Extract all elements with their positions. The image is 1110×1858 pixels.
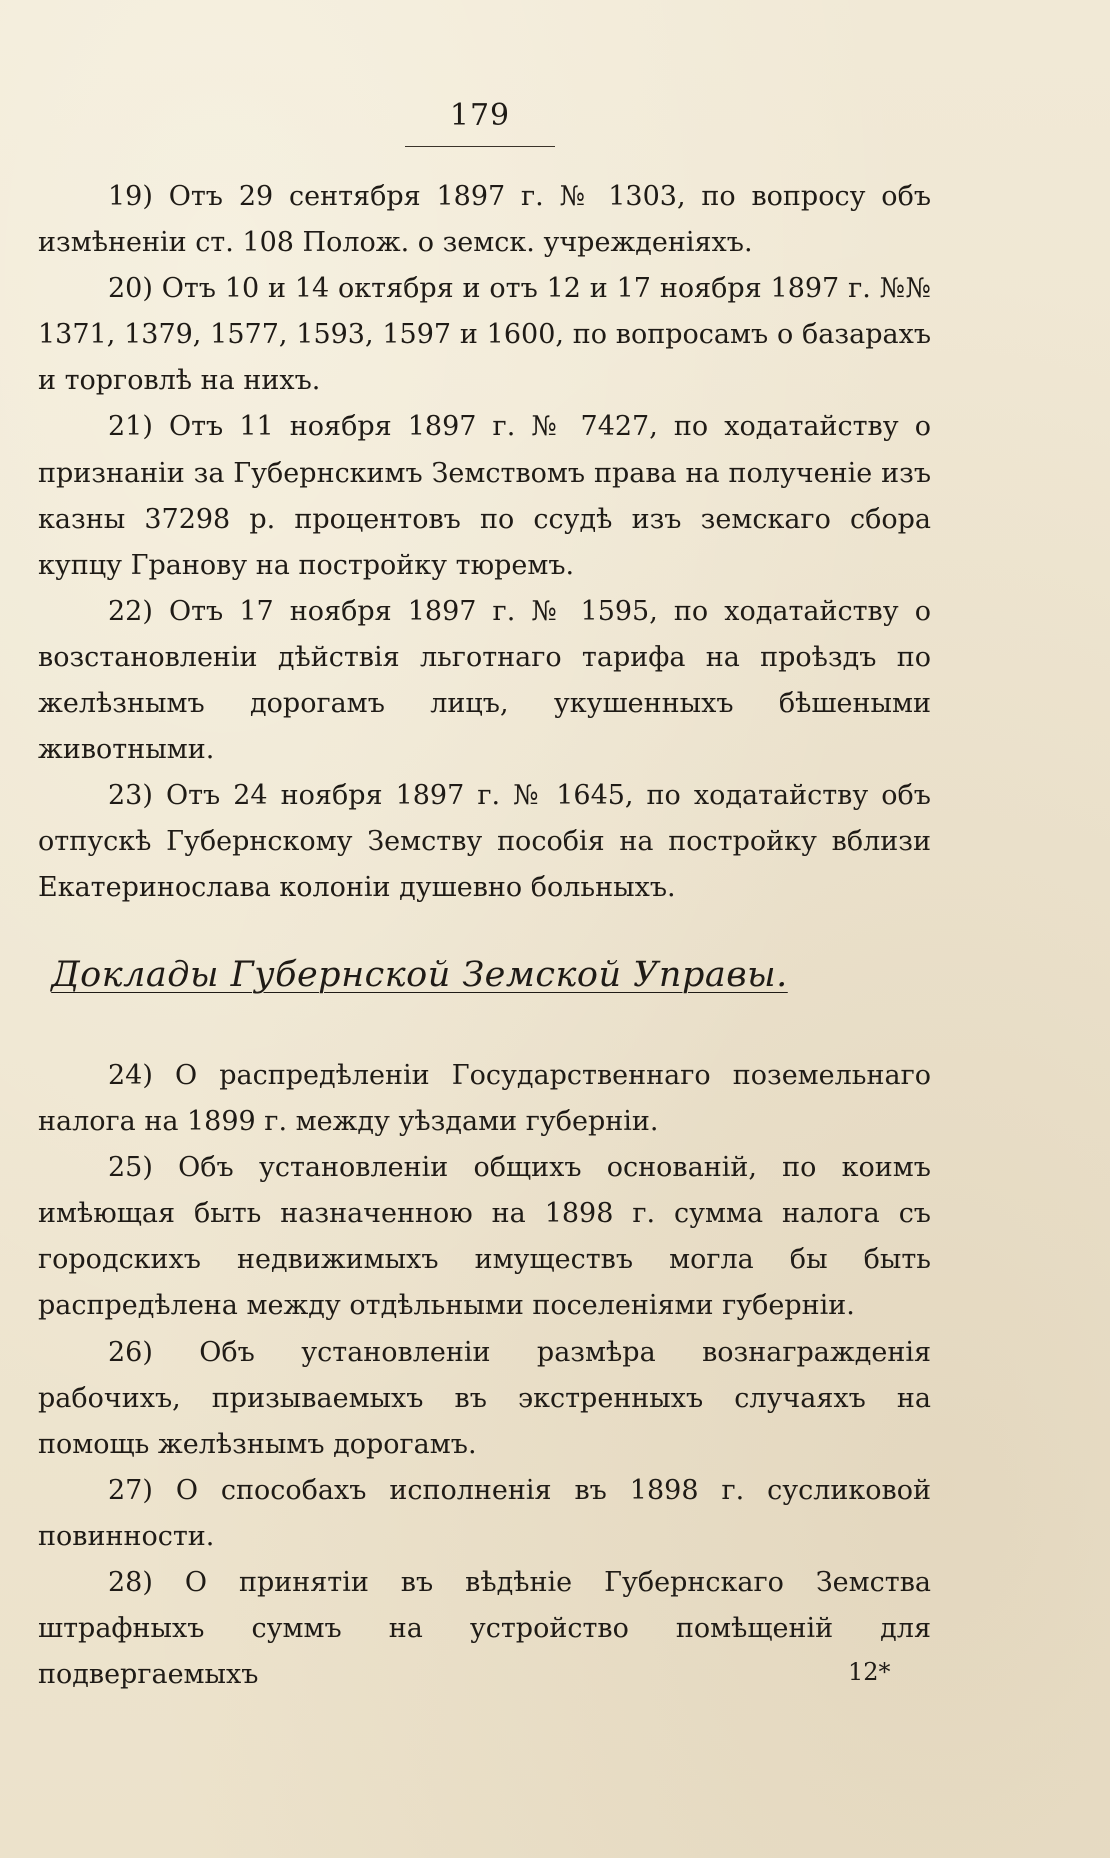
paragraph-28: 28) О принятіи въ вѣдѣніе Губернскаго Земства штрафныхъ суммъ на устройство помѣщеній для подвергаемыхъ (38, 1567, 931, 1691)
paragraph-25: 25) Объ установленіи общихъ основаній, по коимъ имѣющая быть назначенною на 1898 г. сумма налога съ городскихъ недвижимыхъ имуществъ могла бы быть распредѣлена между отдѣльными поселеніями губерніи. (38, 1152, 931, 1322)
paragraphs-before-heading (38, 174, 931, 912)
paragraph-20: 20) Отъ 10 и 14 октября и отъ 12 и 17 ноября 1897 г. №№ 1371, 1379, 1577, 1593, 1597 и 1600, по вопросамъ о базарахъ и торговлѣ на нихъ. (38, 273, 931, 397)
page-number: 179 (449, 98, 511, 133)
paragraph-27: 27) О способахъ исполненія въ 1898 г. сусликовой повинности. (38, 1474, 931, 1552)
paragraph-24: 24) О распредѣленіи Государственнаго поземельнаго налога на 1899 г. между уѣздами губерніи. (38, 1060, 931, 1138)
paragraph-21: 21) Отъ 11 ноября 1897 г. № 7427, по ходатайству о признаніи за Губернскимъ Земствомъ права на полученіе изъ казны 37298 р. процентовъ по ссудѣ изъ земскаго сбора купцу Гранову на постройку тюремъ. (38, 411, 931, 581)
paragraph-22: 22) Отъ 17 ноября 1897 г. № 1595, по ходатайству о возстановленіи дѣйствія льготнаго тарифа на проѣздъ по желѣзнымъ дорогамъ лицъ, укушенныхъ бѣшеными животными. (38, 595, 931, 766)
paragraph-23: 23) Отъ 24 ноября 1897 г. № 1645, по ходатайству объ отпускѣ Губернскому Земству пособія на постройку вблизи Екатеринослава колоніи душевно больныхъ. (38, 780, 931, 904)
page-number-rule (405, 146, 555, 147)
paragraphs-after-heading (38, 1053, 931, 1698)
signature-mark: 12* (848, 1658, 891, 1686)
section-heading: Доклады Губернской Земской Управы. (51, 955, 788, 995)
paragraph-26: 26) Объ установленіи размѣра вознагражденія рабочихъ, призываемыхъ въ экстренныхъ случаяхъ на помощь желѣзнымъ дорогамъ. (38, 1336, 931, 1460)
paragraph-19: 19) Отъ 29 сентября 1897 г. № 1303, по вопросу объ измѣненіи ст. 108 Полож. о земск. учрежденіяхъ. (38, 181, 931, 259)
